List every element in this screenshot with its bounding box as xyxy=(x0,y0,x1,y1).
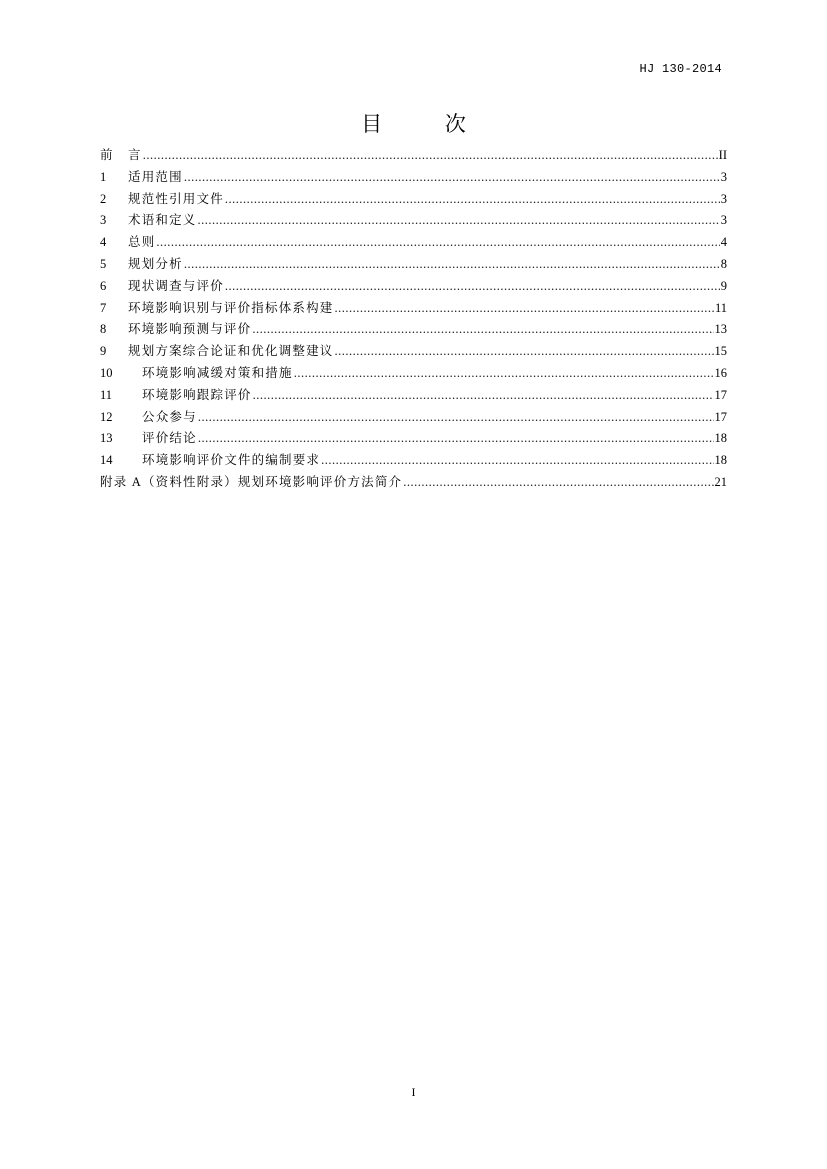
toc-entry-2[interactable] xyxy=(100,189,727,211)
toc-entry-9[interactable] xyxy=(100,341,727,363)
dot-leader xyxy=(225,189,720,211)
toc-entry-title: 规划分析 xyxy=(128,256,183,271)
toc-entry-page: 18 xyxy=(714,453,727,468)
toc-entry-number: 7 xyxy=(100,300,107,315)
dot-leader xyxy=(156,232,719,254)
toc-entry-number: 2 xyxy=(100,191,107,206)
toc-entry-title: 环境影响评价文件的编制要求 xyxy=(142,453,321,468)
toc-entry-number: 9 xyxy=(100,344,107,359)
toc-entry-title: 规划方案综合论证和优化调整建议 xyxy=(128,344,334,359)
toc-entry-number: 12 xyxy=(100,409,113,424)
toc-entry-page: 15 xyxy=(714,344,727,359)
toc-entry-14[interactable] xyxy=(100,450,727,472)
dot-leader xyxy=(335,298,714,320)
toc-entry-page: 17 xyxy=(714,409,727,424)
toc-entry-number: 5 xyxy=(100,256,107,271)
toc-entry-title: 环境影响跟踪评价 xyxy=(142,387,252,402)
toc-entry-12[interactable] xyxy=(100,407,727,429)
document-code: HJ 130-2014 xyxy=(639,62,722,76)
toc-entry-title: 环境影响预测与评价 xyxy=(128,322,252,337)
toc-entry-page: 21 xyxy=(714,474,727,489)
toc-entry-number: 13 xyxy=(100,431,113,446)
toc-entry-title: 环境影响识别与评价指标体系构建 xyxy=(128,300,334,315)
toc-entry-title: 环境影响减缓对策和措施 xyxy=(142,365,293,380)
toc-entry-1[interactable] xyxy=(100,167,727,189)
toc-entry-appendix-a[interactable] xyxy=(100,472,727,494)
page-title: 目 次 xyxy=(361,112,494,136)
toc-entry-number: 14 xyxy=(100,453,113,468)
dot-leader xyxy=(335,341,714,363)
toc-entry-11[interactable] xyxy=(100,385,727,407)
toc-entry-4[interactable] xyxy=(100,232,727,254)
dot-leader xyxy=(198,428,714,450)
toc-entry-page: II xyxy=(718,148,727,162)
toc-entry-title: 言 xyxy=(128,148,142,162)
toc-entry-number: 4 xyxy=(100,235,107,250)
toc-entry-title: 现状调查与评价 xyxy=(128,278,224,293)
dot-leader xyxy=(403,472,713,494)
toc-entry-title: 评价结论 xyxy=(142,431,197,446)
toc-entry-8[interactable] xyxy=(100,319,727,341)
dot-leader xyxy=(225,276,720,298)
toc-entry-6[interactable] xyxy=(100,276,727,298)
toc-entry-page: 3 xyxy=(720,169,727,184)
toc-entry-number: 8 xyxy=(100,322,107,337)
toc-entry-page: 16 xyxy=(714,365,727,380)
dot-leader xyxy=(294,363,714,385)
dot-leader xyxy=(253,385,714,407)
toc-entry-page: 4 xyxy=(720,235,727,250)
toc-entry-page: 18 xyxy=(714,431,727,446)
toc-entry-3[interactable] xyxy=(100,210,727,232)
toc-entry-title: 总则 xyxy=(128,235,156,250)
toc-entry-number: 11 xyxy=(100,387,113,402)
toc-entry-number: 10 xyxy=(100,365,113,380)
dot-leader xyxy=(252,319,713,341)
toc-entry-page: 11 xyxy=(714,300,727,315)
toc-entry-title: 公众参与 xyxy=(142,409,197,424)
dot-leader xyxy=(198,210,720,232)
toc-entry-title: 适用范围 xyxy=(128,169,183,184)
toc-entry-13[interactable] xyxy=(100,428,727,450)
toc-entry-title: 术语和定义 xyxy=(128,213,197,228)
toc-entry-page: 8 xyxy=(720,256,727,271)
toc-entry-page: 17 xyxy=(714,387,727,402)
toc-entry-page: 9 xyxy=(720,278,727,293)
toc-entry-number: 1 xyxy=(100,169,107,184)
toc-entry-number: 前 xyxy=(100,148,113,162)
dot-leader xyxy=(184,254,720,276)
toc-entry-10[interactable] xyxy=(100,363,727,385)
dot-leader xyxy=(143,145,718,167)
table-of-contents xyxy=(100,145,727,494)
dot-leader xyxy=(184,167,720,189)
page-number: I xyxy=(411,1085,416,1099)
toc-entry-number: 6 xyxy=(100,278,107,293)
toc-entry-title: 规范性引用文件 xyxy=(128,191,224,206)
toc-entry-5[interactable] xyxy=(100,254,727,276)
dot-leader xyxy=(321,450,713,472)
toc-entry-page: 13 xyxy=(714,322,727,337)
toc-entry-7[interactable] xyxy=(100,298,727,320)
toc-entry-page: 3 xyxy=(720,213,727,228)
toc-entry-number: 3 xyxy=(100,213,107,228)
toc-entry-page: 3 xyxy=(720,191,727,206)
dot-leader xyxy=(198,407,714,429)
toc-entry-foreword[interactable] xyxy=(100,145,727,167)
toc-entry-title: 附录 A（资料性附录）规划环境影响评价方法简介 xyxy=(100,474,403,489)
